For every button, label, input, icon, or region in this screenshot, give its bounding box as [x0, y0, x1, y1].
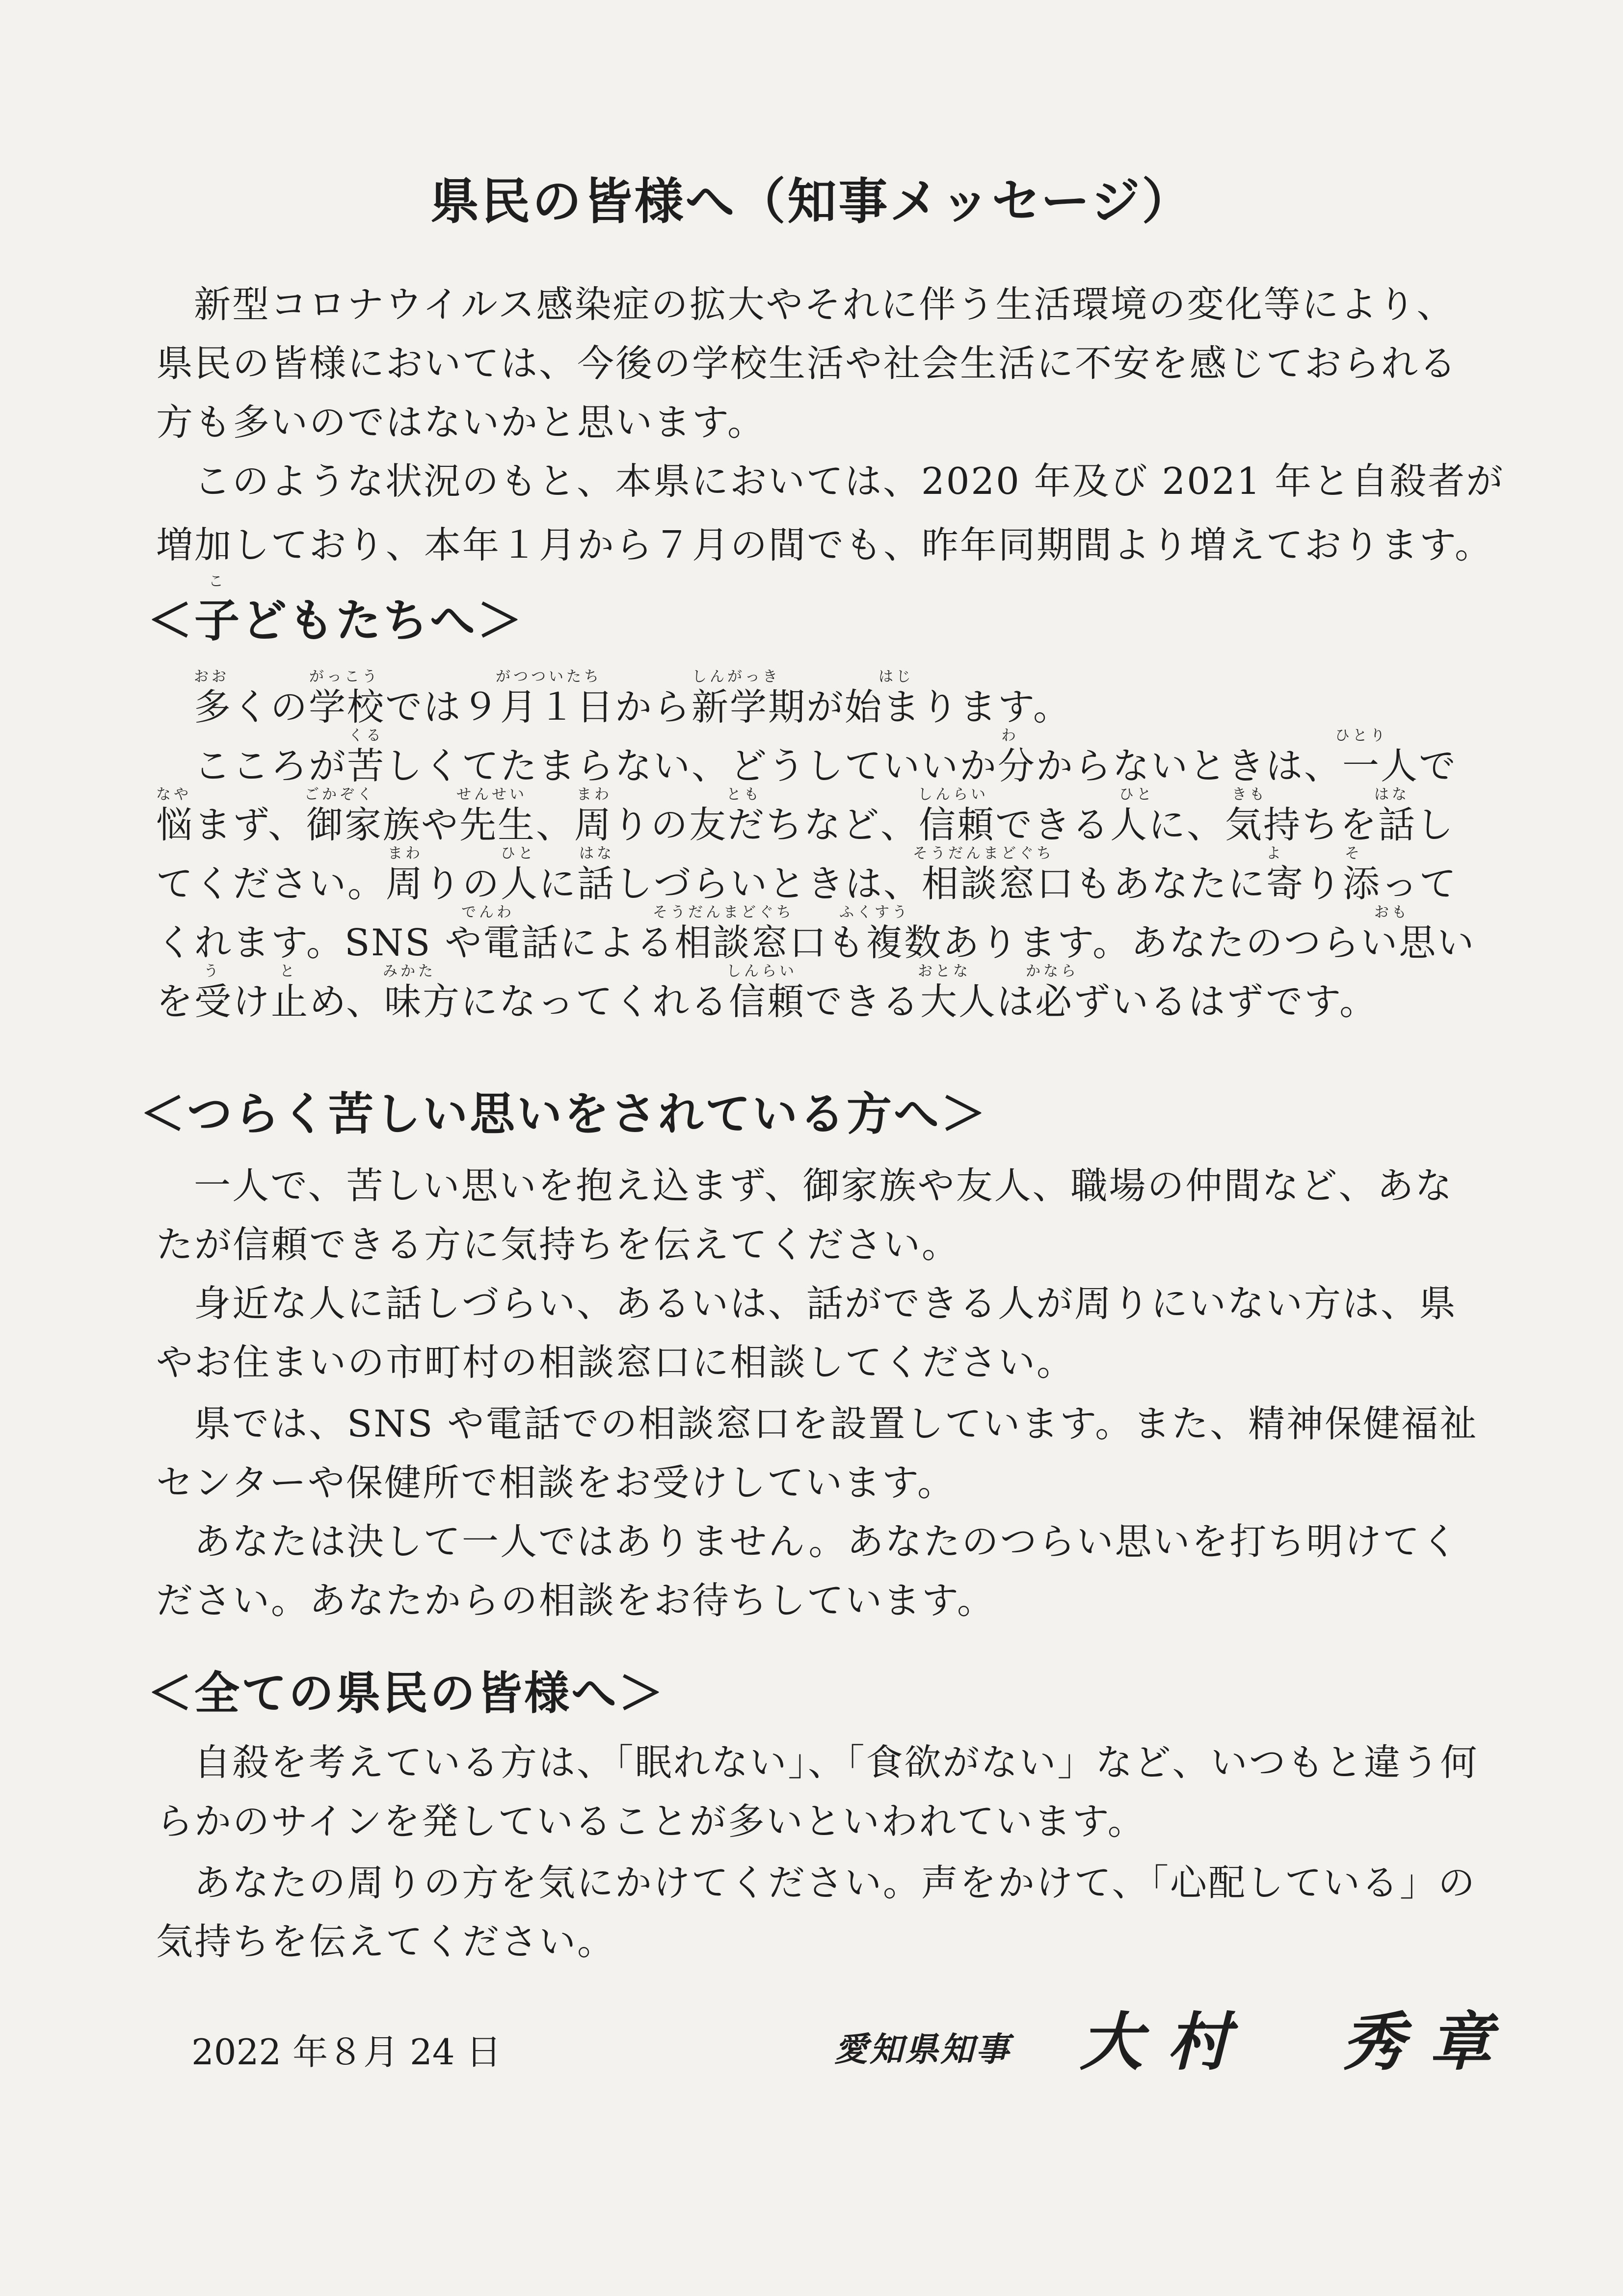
children-line: てください。周りの人に話しづらいときは、相談窓口もあなたに寄り添って	[156, 862, 1458, 905]
furigana: きも	[1232, 786, 1267, 803]
furigana: う	[204, 963, 221, 980]
furigana: はじ	[878, 668, 914, 685]
furigana: しんがっき	[692, 668, 780, 685]
furigana: はな	[579, 845, 614, 862]
furigana: せんせい	[456, 786, 527, 803]
furigana: まわ	[577, 786, 612, 803]
furigana: おとな	[918, 963, 971, 980]
furigana: なや	[156, 786, 191, 803]
intro-line: 方も多いのではないかと思います。	[156, 401, 766, 444]
furigana: そうだんまどぐち	[913, 845, 1054, 862]
suffering-line: やお住まいの市町村の相談窓口に相談してください。	[156, 1341, 1075, 1384]
suffering-line: 一人で、苦しい思いを抱え込まず、御家族や友人、職場の仲間など、あな	[194, 1164, 1454, 1207]
furigana: しんらい	[726, 963, 797, 980]
suffering-line: センターや保健所で相談をお受けしています。	[156, 1461, 956, 1504]
furigana: はな	[1374, 786, 1410, 803]
signer-title: 愛知県知事	[834, 2030, 1011, 2069]
suffering-line: 県では、SNS や電話での相談窓口を設置しています。また、精神保健福祉	[194, 1402, 1478, 1445]
children-line: 多くの学校では９月１日から新学期が始まります。	[194, 685, 1072, 729]
children-line: くれます。SNS や電話による相談窓口も複数あります。あなたのつらい思い	[156, 921, 1476, 964]
furigana: と	[280, 963, 297, 980]
furigana: ひとり	[1335, 727, 1388, 744]
furigana: とも	[726, 786, 762, 803]
furigana: みかた	[383, 963, 436, 980]
all-line: あなたの周りの方を気にかけてください。声をかけて、「心配している」の	[194, 1861, 1477, 1904]
furigana: でんわ	[461, 904, 514, 921]
furigana: おも	[1374, 904, 1410, 921]
all-line: らかのサインを発していることが多いといわれています。	[156, 1800, 1146, 1843]
page-title: 県民の皆様へ（知事メッセージ）	[430, 173, 1193, 230]
suffering-line: 身近な人に話しづらい、あるいは、話ができる人が周りにいない方は、県	[194, 1282, 1458, 1325]
children-line: 悩まず、御家族や先生、周りの友だちなど、信頼できる人に、気持ちを話し	[156, 803, 1455, 846]
section-heading-all: ＜全ての県民の皆様へ＞	[147, 1667, 666, 1720]
intro-line: 増加しており、本年１月から７月の間でも、昨年同期間より増えております。	[156, 523, 1493, 567]
furigana: かなら	[1026, 963, 1079, 980]
furigana: ひと	[1119, 786, 1154, 803]
signer-name: 大村 秀章	[1080, 2005, 1517, 2079]
suffering-line: あなたは決して一人ではありません。あなたのつらい思いを打ち明けてく	[194, 1520, 1460, 1563]
suffering-line: たが信頼できる方に気持ちを伝えてください。	[156, 1223, 960, 1266]
children-line: を受け止め、味方になってくれる信頼できる大人は必ずいるはずです。	[156, 980, 1378, 1023]
furigana: ひと	[501, 845, 536, 862]
children-line: こころが苦しくてたまらない、どうしていいか分からないときは、一人で	[194, 744, 1458, 787]
furigana: よ	[1266, 845, 1284, 862]
suffering-line: ださい。あなたからの相談をお待ちしています。	[156, 1579, 996, 1622]
furigana: わ	[1001, 727, 1019, 744]
section-heading-children: ＜子どもたちへ＞	[147, 594, 525, 647]
furigana: くる	[348, 727, 384, 744]
furigana: こ	[209, 573, 226, 590]
furigana: おお	[194, 668, 229, 685]
furigana: ふくすう	[839, 904, 910, 921]
furigana: まわ	[388, 845, 423, 862]
furigana: しんらい	[918, 786, 988, 803]
date: 2022 年８月 24 日	[191, 2031, 502, 2073]
furigana: がつついたち	[496, 668, 602, 685]
furigana: そ	[1345, 845, 1362, 862]
intro-line: 新型コロナウイルス感染症の拡大やそれに伴う生活環境の変化等により、	[194, 283, 1455, 326]
intro-line: このような状況のもと、本県においては、2020 年及び 2021 年と自殺者が	[194, 459, 1505, 503]
all-line: 気持ちを伝えてください。	[156, 1920, 616, 1963]
intro-line: 県民の皆様においては、今後の学校生活や社会生活に不安を感じておられる	[156, 342, 1458, 385]
section-heading-suffering: ＜つらく苦しい思いをされている方へ＞	[140, 1088, 988, 1140]
furigana: がっこう	[309, 668, 380, 685]
all-line: 自殺を考えている方は、「眠れない」、「食欲がない」など、いつもと違う何	[194, 1741, 1479, 1784]
furigana: そうだんまどぐち	[653, 904, 794, 921]
furigana: ごかぞく	[304, 786, 375, 803]
